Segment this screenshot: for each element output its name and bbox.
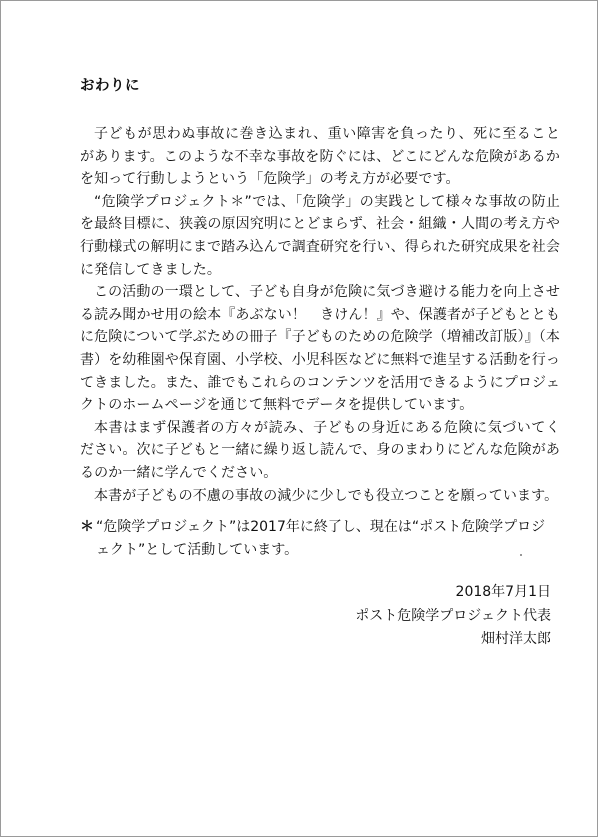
paragraph: “危険学プロジェクト＊”では、「危険学」の実践として様々な事故の防止を最終目標に、狭義の原因究明にとどまらず、社会・組織・人間の考え方や行動様式の解明にまで踏み込んで調査研究を行い、得られた研究成果を社会に発信してきました。 — [80, 193, 560, 278]
paragraph: 本書はまず保護者の方々が読み、子どもの身近にある危険に気づいてください。次に子どもと一緒に繰り返し読んで、身のまわりにどんな危険があるのか一緒に学んでください。 — [80, 419, 560, 481]
signature-date: 2018年7月1日 — [455, 584, 551, 600]
signature-block — [355, 581, 551, 652]
scan-speck — [520, 554, 522, 556]
signature-organization: ポスト危険学プロジェクト代表 — [355, 607, 551, 624]
footnote-text: “危険学プロジェクト”は2017年に終了し、現在は“ポスト危険学プロジェクト”として活動しています。 — [96, 519, 546, 558]
signature-name: 畑村洋太郎 — [481, 631, 551, 647]
body-text — [80, 123, 560, 507]
asterisk-icon: ＊ — [80, 519, 94, 535]
paragraph: 子どもが思わぬ事故に巻き込まれ、重い障害を負ったり、死に至ることがあります。このような不幸な事故を防ぐには、どこにどんな危険があるかを知って行動しようという「危険学」の考え方が必要です。 — [80, 126, 560, 188]
paragraph: この活動の一環として、子ども自身が危険に気づき避ける能力を向上させる読み聞かせ用の絵本『あぶない！ きけん！』や、保護者が子どもとともに危険について学ぶための冊子『子どものための危険学（増補改訂版）』（本書）を幼稚園や保育園、小学校、小児科医などに無料で進呈する活動を行ってきました。また、誰でもこれらのコンテンツを活用できるようにプロジェクトのホームページを通じて無料でデータを提供しています。 — [80, 284, 560, 414]
paragraph: 本書が子どもの不慮の事故の減少に少しでも役立つことを願っています。 — [94, 487, 559, 504]
section-heading: おわりに — [80, 78, 140, 94]
footnote — [80, 516, 558, 562]
